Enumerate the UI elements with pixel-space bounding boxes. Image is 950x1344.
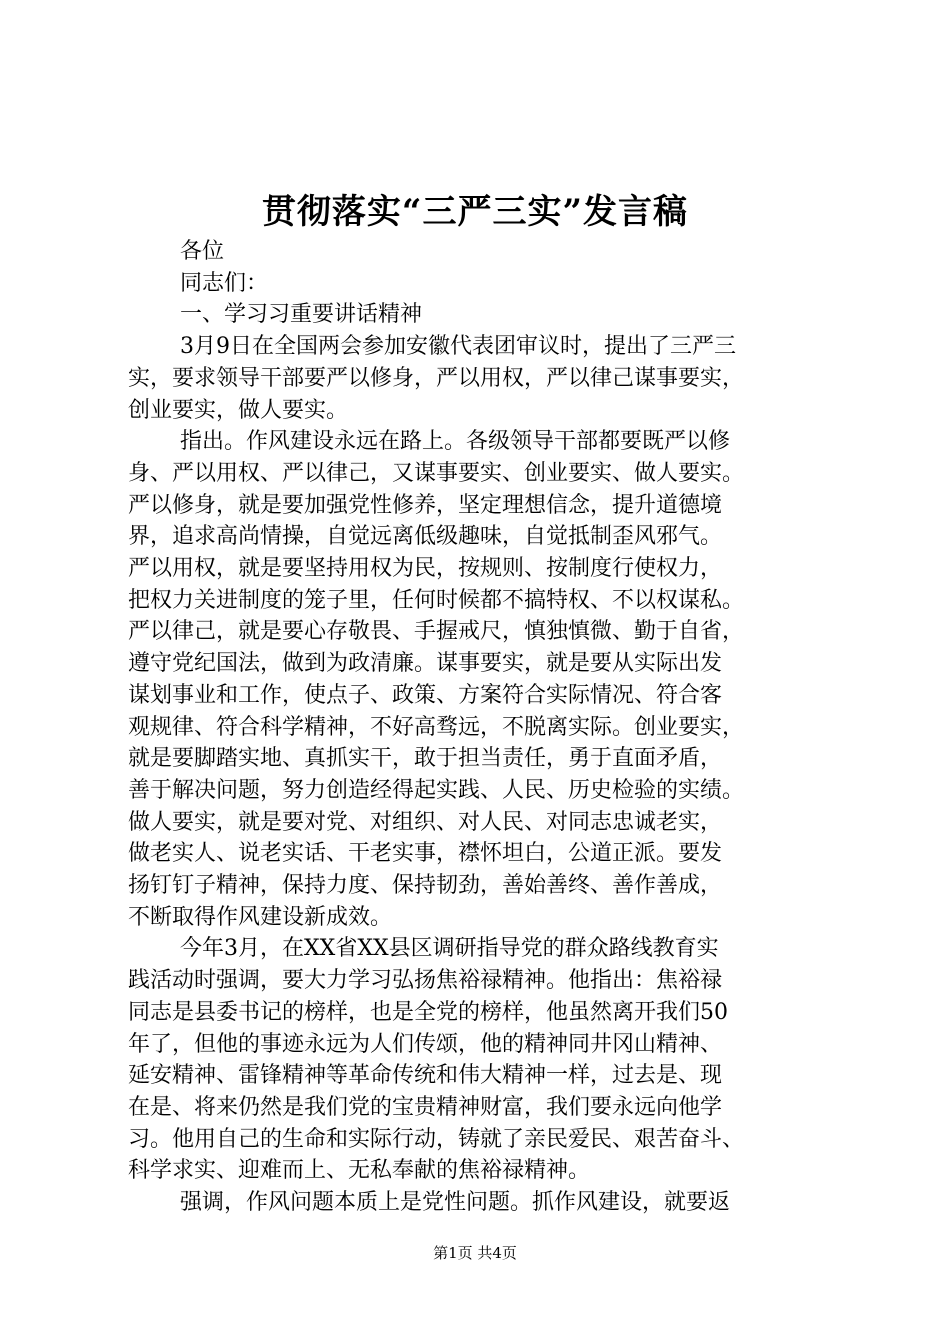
paragraph-line: 在是、将来仍然是我们党的宝贵精神财富，我们要永远向他学 [128, 1094, 723, 1120]
paragraph-line: 遵守党纪国法，做到为政清廉。谋事要实，就是要从实际出发 [128, 651, 723, 677]
paragraph-line: 谋划事业和工作，使点子、政策、方案符合实际情况、符合客 [128, 682, 723, 708]
paragraph-line: 身、严以用权、严以律己，又谋事要实、创业要实、做人要实。 [128, 460, 745, 486]
paragraph-line: 3月9日在全国两会参加安徽代表团审议时，提出了三严三 [180, 334, 736, 360]
paragraph-line: 创业要实，做人要实。 [128, 397, 349, 423]
paragraph-line: 科学求实、迎难而上、无私奉献的焦裕禄精神。 [128, 1158, 591, 1184]
paragraph-line: 扬钉钉子精神，保持力度、保持韧劲，善始善终、善作善成， [128, 873, 723, 899]
paragraph-line: 延安精神、雷锋精神等革命传统和伟大精神一样，过去是、现 [128, 1063, 723, 1089]
paragraph-line: 习。他用自己的生命和实际行动，铸就了亲民爱民、艰苦奋斗、 [128, 1126, 745, 1152]
paragraph-line: 做老实人、说老实话、干老实事，襟怀坦白，公道正派。要发 [128, 841, 723, 867]
greeting-line: 各位 [180, 239, 225, 264]
paragraph-line: 指出。作风建设永远在路上。各级领导干部都要既严以修 [180, 429, 731, 455]
paragraph-line: 实，要求领导干部要严以修身，严以用权，严以律己谋事要实， [128, 365, 745, 391]
paragraph-line: 就是要脚踏实地、真抓实干，敢于担当责任，勇于直面矛盾， [128, 746, 723, 772]
paragraph-line: 严以律己，就是要心存敬畏、手握戒尺，慎独慎微、勤于自省， [128, 619, 745, 645]
paragraph-line: 不断取得作风建设新成效。 [128, 904, 393, 930]
document-body [128, 236, 836, 1219]
paragraph [128, 933, 836, 1187]
page-footer: 第1页 共4页 [433, 1244, 517, 1262]
paragraph-line: 同志是县委书记的榜样，也是全党的榜样，他虽然离开我们50 [128, 999, 728, 1025]
document-title: 贯彻落实“三严三实”发言稿 [261, 192, 689, 232]
paragraph-line: 践活动时强调，要大力学习弘扬焦裕禄精神。他指出：焦裕禄 [128, 968, 723, 994]
paragraph-line: 做人要实，就是要对党、对组织、对人民、对同志忠诚老实， [128, 809, 723, 835]
paragraph-line: 强调，作风问题本质上是党性问题。抓作风建设，就要返 [180, 1190, 731, 1216]
paragraph [128, 331, 836, 426]
paragraph-line: 观规律、符合科学精神，不好高骛远，不脱离实际。创业要实， [128, 714, 745, 740]
paragraph [128, 1187, 836, 1219]
paragraph-line: 年了，但他的事迹永远为人们传颂，他的精神同井冈山精神、 [128, 1031, 723, 1057]
paragraph-line: 界，追求高尚情操，自觉远离低级趣味，自觉抵制歪风邪气。 [128, 524, 723, 550]
paragraph-line: 严以修身，就是要加强党性修养，坚定理想信念，提升道德境 [128, 492, 723, 518]
paragraph-list [128, 331, 836, 1219]
paragraph-line: 严以用权，就是要坚持用权为民，按规则、按制度行使权力， [128, 556, 723, 582]
paragraph-line: 善于解决问题，努力创造经得起实践、人民、历史检验的实绩。 [128, 777, 745, 803]
paragraph [128, 426, 836, 933]
greeting-line: 同志们： [180, 270, 269, 296]
paragraph-line: 今年3月，在XX省XX县区调研指导党的群众路线教育实 [180, 936, 719, 962]
paragraph-line: 把权力关进制度的笼子里，任何时候都不搞特权、不以权谋私。 [128, 587, 745, 613]
section-heading: 一、学习习重要讲话精神 [180, 302, 423, 328]
